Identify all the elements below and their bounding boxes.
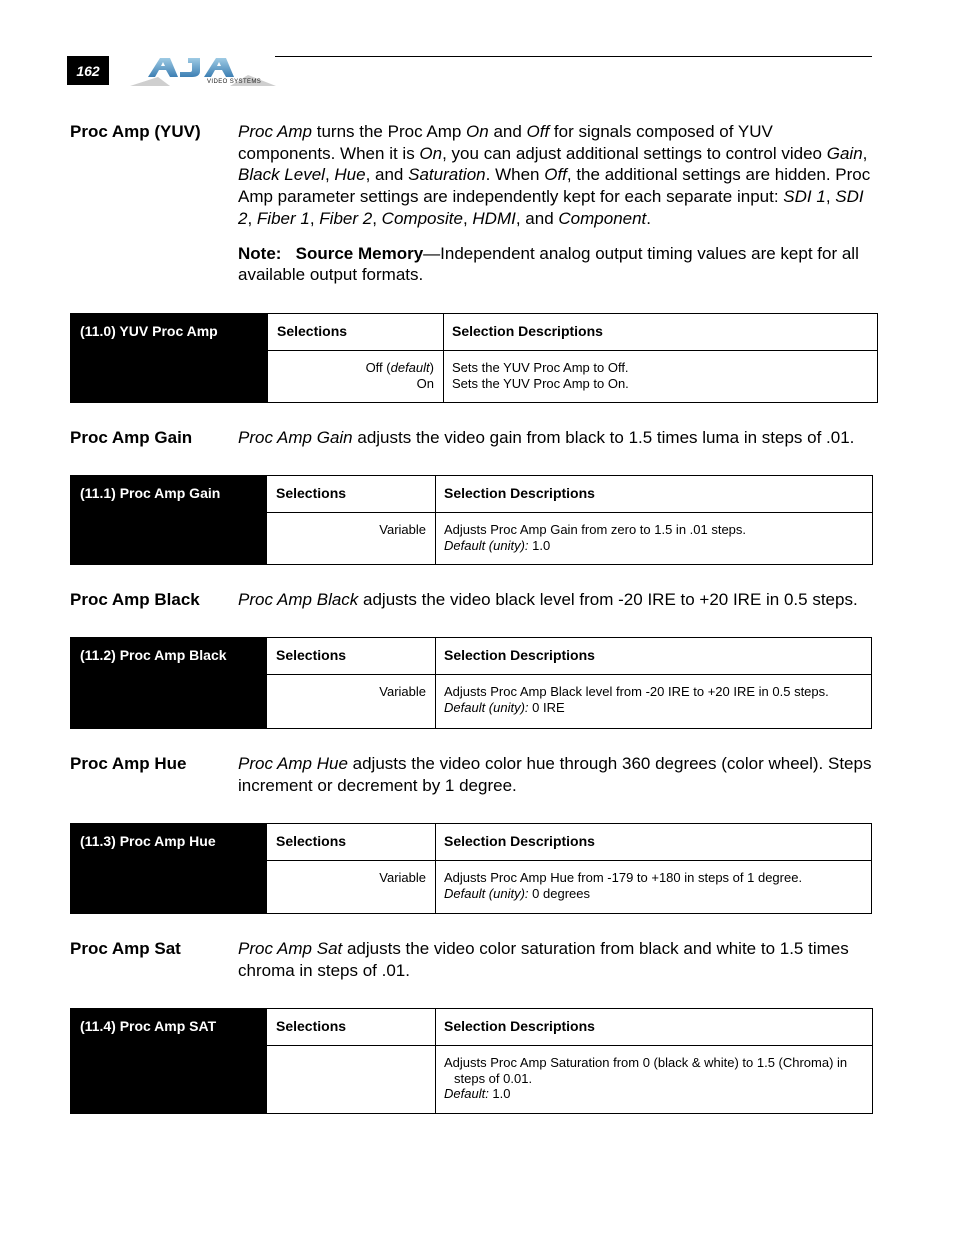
col-header-selections: Selections: [267, 824, 435, 861]
col-header-selections: Selections: [267, 638, 435, 675]
section-heading-proc-amp-hue: Proc Amp Hue: [70, 754, 187, 773]
col-header-descriptions: Selection Descriptions: [435, 824, 871, 861]
body-text: Proc Amp Black adjusts the video black level from -20 IRE to +20 IRE in 0.5 steps.: [238, 590, 858, 609]
cell-line: Sets the YUV Proc Amp to On.: [452, 375, 629, 391]
column-divider: [435, 638, 436, 728]
selection-values: [267, 870, 426, 886]
cell-line: Default (unity): 0 degrees: [444, 885, 590, 901]
cell-line: Adjusts Proc Amp Saturation from 0 (black & white) to 1.5 (Chroma) in: [444, 1055, 848, 1070]
table-yuv-proc-amp: [70, 313, 878, 403]
col-header-descriptions: Selection Descriptions: [435, 638, 871, 675]
selection-values: [267, 684, 426, 700]
cell-line: Default: 1.0: [444, 1086, 511, 1101]
table-label: (11.0) YUV Proc Amp: [71, 314, 268, 402]
table-proc-amp-gain: [70, 475, 873, 565]
section-body-proc-amp-black: [238, 589, 874, 611]
cell-line: steps of 0.01.: [454, 1070, 533, 1086]
body-text: Proc Amp turns the Proc Amp On and Off for signals composed of YUV components. When it is On, you can adjust additional settings to control video Gain, Black Level, Hue, and Saturation. When Off, the additional settings are hidden. Proc Amp parameter settings are independently kept for each separate input: SDI 1, SDI 2, Fiber 1, Fiber 2, Composite, HDMI, and Component.: [238, 122, 871, 228]
selection-descriptions: [444, 522, 868, 553]
note-text: —Independent analog output timing values are kept for all available output formats.: [238, 243, 859, 285]
note-title: Source Memory: [295, 243, 424, 263]
selection-values: [268, 360, 434, 392]
note-label: Note:: [238, 243, 282, 263]
note: [238, 243, 874, 286]
col-header-descriptions: Selection Descriptions: [435, 1009, 872, 1046]
cell-line: On: [416, 376, 434, 391]
cell-line: Variable: [379, 522, 426, 537]
section-body-proc-amp-gain: [238, 427, 874, 449]
column-divider: [443, 314, 444, 402]
cell-line: Sets the YUV Proc Amp to Off.: [452, 360, 629, 375]
section-heading-proc-amp-yuv: Proc Amp (YUV): [70, 122, 201, 141]
selection-descriptions: [444, 870, 867, 901]
page-number: 162: [67, 56, 109, 85]
cell-line: Adjusts Proc Amp Hue from -179 to +180 in steps of 1 degree.: [444, 870, 803, 885]
table-label: (11.3) Proc Amp Hue: [71, 824, 267, 913]
section-body-proc-amp-sat: [238, 938, 874, 981]
header-rule: [275, 56, 872, 57]
table-label: (11.4) Proc Amp SAT: [71, 1009, 267, 1113]
col-header-descriptions: Selection Descriptions: [435, 476, 872, 513]
section-heading-proc-amp-black: Proc Amp Black: [70, 590, 200, 609]
column-divider: [435, 1009, 436, 1113]
col-header-selections: Selections: [268, 314, 443, 351]
cell-line: Variable: [379, 684, 426, 699]
cell-line: Adjusts Proc Amp Gain from zero to 1.5 in .01 steps.: [444, 522, 747, 537]
logo-subtitle: VIDEO SYSTEMS: [207, 79, 262, 85]
col-header-selections: Selections: [267, 476, 435, 513]
table-proc-amp-hue: [70, 823, 872, 914]
section-heading-proc-amp-sat: Proc Amp Sat: [70, 939, 181, 958]
cell-line: Default (unity): 0 IRE: [444, 699, 565, 715]
section-body-proc-amp-yuv: [238, 121, 874, 286]
cell-line: Off (default): [365, 360, 434, 375]
body-text: Proc Amp Hue adjusts the video color hue through 360 degrees (color wheel). Steps increment or decrement by 1 degree.: [238, 754, 872, 795]
selection-descriptions: [444, 1055, 868, 1102]
col-header-descriptions: Selection Descriptions: [443, 314, 877, 351]
body-text: Proc Amp Sat adjusts the video color saturation from black and white to 1.5 times chroma in steps of .01.: [238, 939, 849, 980]
selection-values: [267, 522, 426, 538]
cell-line: Default (unity): 1.0: [444, 537, 551, 553]
cell-line: Adjusts Proc Amp Black level from -20 IRE to +20 IRE in 0.5 steps.: [444, 684, 829, 699]
col-header-selections: Selections: [267, 1009, 435, 1046]
selection-descriptions: [444, 684, 867, 715]
section-body-proc-amp-hue: [238, 753, 874, 796]
column-divider: [435, 476, 436, 564]
table-proc-amp-sat: [70, 1008, 873, 1114]
table-label: (11.2) Proc Amp Black: [71, 638, 267, 728]
section-heading-proc-amp-gain: Proc Amp Gain: [70, 428, 193, 447]
table-proc-amp-black: [70, 637, 872, 729]
selection-descriptions: [452, 360, 873, 391]
cell-line: Variable: [379, 870, 426, 885]
table-label: (11.1) Proc Amp Gain: [71, 476, 267, 564]
column-divider: [435, 824, 436, 913]
body-text: Proc Amp Gain adjusts the video gain from black to 1.5 times luma in steps of .01.: [238, 428, 855, 447]
